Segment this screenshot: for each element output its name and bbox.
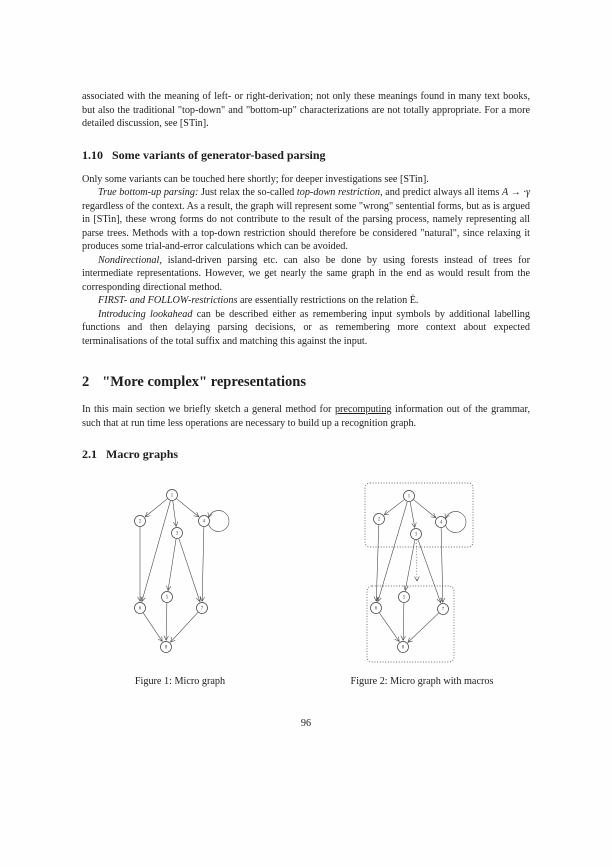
graph-node-label: 1 — [407, 494, 411, 500]
paragraph — [82, 254, 530, 295]
text-segment: Only some variants can be touched here shortly; for deeper investigations see [STin]. — [82, 173, 429, 185]
section-heading-1-10 — [82, 148, 530, 163]
self-loop-edge — [209, 511, 229, 532]
graph-edge — [202, 527, 204, 601]
paragraph — [82, 308, 530, 349]
graph-edge — [441, 528, 443, 602]
graph-node-label: 2 — [138, 519, 142, 525]
macro-box — [367, 586, 454, 662]
figures-row — [82, 472, 530, 694]
graph-node-label: 6 — [374, 606, 378, 612]
graph-node-label: 1 — [170, 493, 174, 499]
text-segment: , and predict always all items — [380, 187, 502, 198]
graph-node-label: 5 — [402, 595, 406, 601]
text-segment: top-down restriction — [296, 187, 381, 198]
graph-edge — [405, 540, 415, 590]
graph-node-label: 7 — [441, 607, 445, 613]
self-loop-edge — [446, 512, 466, 533]
graph-node-label: 3 — [175, 531, 179, 537]
graph-node-label: 2 — [377, 517, 381, 523]
paragraph — [82, 186, 530, 254]
text-segment: , island-driven parsing etc. can also be done by using forests instead of trees for intermediate representations. However, we get nearly the same graph in the end as would result from the corresponding directional method. — [82, 254, 530, 293]
section-number: 2.1 — [82, 447, 97, 461]
graph-edge — [143, 613, 162, 641]
figure-2-caption: Figure 2: Micro graph with macros — [350, 676, 494, 687]
graph-edge — [168, 539, 176, 590]
graph-node-label: 3 — [414, 532, 418, 538]
graph-node-label: 5 — [165, 595, 169, 601]
figure-1-micro-graph — [110, 483, 250, 663]
graph-edge — [376, 525, 379, 601]
graph-edge — [145, 499, 167, 517]
figure-2-macro-graph — [362, 477, 482, 669]
graph-edge — [418, 540, 441, 603]
graph-edge — [379, 613, 399, 641]
graph-edge — [179, 539, 200, 602]
text-segment: precomputing — [334, 404, 392, 415]
text-segment: can be described either as remembering input symbols by additional labelling functions and then delaying parsing decisions, or as remembering more context about expected terminalisations of the total suffix and matching this against the input. — [82, 308, 530, 347]
section-number: 2 — [82, 374, 90, 390]
paragraph — [82, 173, 530, 187]
paragraph — [82, 294, 530, 308]
graph-node-label: 8 — [164, 645, 168, 651]
text-segment: A → ·γ — [501, 187, 530, 198]
text-segment: True bottom-up parsing: — [98, 187, 199, 198]
graph-edge — [410, 502, 415, 527]
paragraph-intro — [82, 90, 530, 131]
page-number: 96 — [300, 718, 312, 729]
graph-edge — [166, 603, 167, 640]
section-title: "More complex" representations — [102, 374, 307, 390]
graph-node-label: 4 — [439, 520, 443, 526]
graph-node-label: 4 — [202, 519, 206, 525]
section-title: Some variants of generator-based parsing — [112, 147, 326, 162]
text-segment: Introducing lookahead — [98, 308, 193, 320]
text-segment: In this main section we briefly sketch a general method for — [82, 404, 335, 415]
paragraph — [82, 403, 530, 430]
graph-node-label: 8 — [401, 645, 405, 651]
section-heading-2 — [82, 374, 530, 391]
text-segment: FIRST- and FOLLOW-restrictions — [98, 295, 238, 306]
graph-edge — [403, 603, 404, 640]
text-segment: associated with the meaning of left- or right-derivation; not only these meanings found in many text books, but also the traditional "top-down" and "bottom-up" characterizations are not totally appropriate. For a more detailed discussion, see [STin]. — [82, 91, 530, 129]
text-segment: Nondirectional — [98, 254, 160, 266]
text-segment: information out of the grammar, such that at run time less operations are necessary to build up a recognition graph. — [82, 404, 530, 429]
graph-edge — [384, 500, 404, 515]
graph-node-label: 6 — [138, 606, 142, 612]
section-heading-2-1 — [82, 447, 530, 462]
text-segment: regardless of the context. As a result, the graph will represent some "wrong" sentential forms, but as is argued in [STin], these wrong forms do not contribute to the result of the parsing process, namely representing all parse trees. Methods with a top-down restriction should therefore be considered "natural", since relaxing it produces some trial-and-error calculations which can be avoided. — [82, 200, 530, 252]
section-number: 1.10 — [82, 147, 103, 162]
figure-1-caption: Figure 1: Micro graph — [134, 676, 226, 687]
text-segment: Just relax the so-called — [198, 187, 297, 198]
section-title: Macro graphs — [106, 447, 179, 461]
text-segment: are essentially restrictions on the relation Ė. — [237, 295, 419, 306]
graph-edge — [171, 612, 198, 642]
graph-edge — [414, 500, 436, 518]
graph-edge — [173, 501, 176, 526]
macro-call-edge — [416, 540, 417, 581]
graph-edge — [177, 499, 199, 517]
graph-edge — [408, 613, 439, 642]
graph-node-label: 7 — [200, 606, 204, 612]
